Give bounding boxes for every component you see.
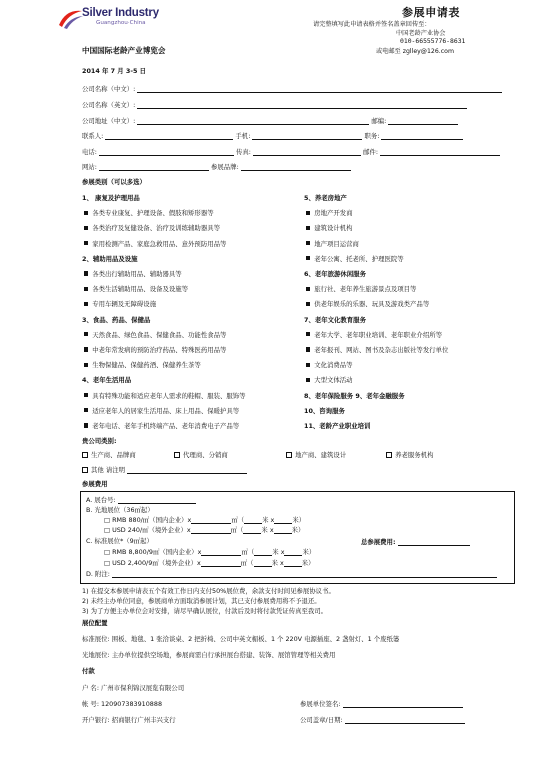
- fax-field[interactable]: [253, 148, 361, 156]
- checkbox-icon[interactable]: [306, 332, 310, 336]
- org-phone: 010-66555776-8631: [400, 37, 466, 45]
- category-item[interactable]: [84, 421, 239, 430]
- checkbox-icon[interactable]: [306, 287, 310, 291]
- note: 2) 未经主办单位同意，参展商单方面取消参展计划，其已支付参展费用将不予退还。: [82, 597, 321, 605]
- remark-label: D. 附注:: [86, 570, 110, 578]
- fee-c2-label: □ USD 2,400/9㎡（境外企业）x: [104, 559, 201, 567]
- category-label: 各类专业康复、护理设备、假肢和矫形器等: [92, 209, 214, 218]
- checkbox-icon[interactable]: [84, 363, 88, 367]
- checkbox[interactable]: [82, 467, 88, 473]
- total-field[interactable]: [398, 538, 470, 546]
- category-heading: [82, 375, 131, 384]
- stamp-field[interactable]: [345, 716, 465, 724]
- checkbox-icon[interactable]: [84, 302, 88, 306]
- booth-no-label: A. 展台号:: [86, 496, 116, 504]
- address-row: [82, 116, 458, 125]
- category-label: 6、老年旅游休闲服务: [304, 270, 366, 278]
- fee-c1-label: □ RMB 8,800/9㎡（国内企业）x: [104, 548, 202, 556]
- fee-c2-width[interactable]: [284, 559, 302, 567]
- config-title: 展位配置: [82, 619, 108, 627]
- fee-title: 参展费用: [82, 480, 108, 488]
- mobile-field[interactable]: [252, 132, 362, 140]
- category-label: 旅行社、老年养生旅游景点及项目等: [314, 285, 417, 294]
- postcode-label: 邮编:: [371, 117, 387, 125]
- unit-label: 米 x: [261, 526, 274, 534]
- checkbox-icon[interactable]: [306, 226, 310, 230]
- category-item[interactable]: [84, 223, 220, 232]
- tel-field[interactable]: [99, 148, 234, 156]
- fee-a-row: [86, 495, 196, 504]
- unit-label: ㎡（: [230, 526, 244, 534]
- category-label: 供老年娱乐的乐器、玩具及游戏类产品等: [314, 300, 430, 309]
- checkbox-icon[interactable]: [306, 378, 310, 382]
- unit-label: ㎡（: [231, 516, 245, 524]
- sign-row: [300, 699, 463, 708]
- unit-label: 米）: [301, 559, 315, 567]
- company-cn-field[interactable]: [137, 85, 502, 93]
- org-email: 或电邮至 zglley@126.com: [376, 48, 454, 55]
- category-heading: [82, 254, 138, 263]
- sign-label: 参展单位签名:: [300, 700, 341, 708]
- category-item[interactable]: [84, 239, 226, 248]
- fax-label: 传真:: [236, 148, 251, 156]
- expo-date: 2014 年 7 月 3-5 日: [82, 67, 147, 75]
- category-label: 各类治疗及复健设备、治疗及训练辅助器具等: [92, 224, 220, 233]
- category-item[interactable]: [84, 284, 188, 293]
- logo-swoosh-icon: [56, 5, 84, 31]
- page-title: 参展申请表: [402, 6, 460, 19]
- option-label: 地产商、建筑设计: [295, 451, 347, 459]
- category-item[interactable]: [306, 360, 353, 369]
- company-cn-row: [82, 84, 502, 93]
- payment-holder-row: [82, 683, 184, 692]
- website-field[interactable]: [99, 163, 209, 171]
- fee-c2-row: [104, 558, 315, 567]
- company-en-row: [82, 100, 467, 109]
- company-type-options: [82, 450, 433, 459]
- booth-no-field[interactable]: [118, 496, 196, 504]
- company-cn-label: 公司名称（中文）:: [82, 85, 136, 93]
- category-label: 老年报刊、网站、图书及杂志出版社等发行单位: [314, 346, 449, 354]
- checkbox-icon[interactable]: [84, 393, 88, 397]
- category-label: 各类生活辅助用品、设备及设施等: [92, 285, 189, 294]
- note: 3) 为了方便主办单位会对安排，请尽早确认展位，付款后及时将付款凭证传真至我司。: [82, 607, 328, 615]
- category-heading: [304, 391, 405, 400]
- company-type-other: [82, 465, 247, 474]
- bank-label: 开户银行:: [82, 716, 110, 724]
- expo-name: 中国国际老龄产业博览会: [82, 46, 166, 55]
- category-heading: [304, 421, 370, 430]
- checkbox[interactable]: [286, 452, 292, 458]
- standard-config-row: [82, 634, 399, 643]
- checkbox-icon[interactable]: [84, 226, 88, 230]
- address-label: 公司地址（中文）:: [82, 117, 136, 125]
- fee-b1-label: □ RMB 880/㎡（国内企业）x: [104, 516, 192, 524]
- category-label: 老年大学、老年职业培训、老年职业介绍所等: [314, 330, 442, 339]
- checkbox[interactable]: [386, 452, 392, 458]
- fee-c1-length[interactable]: [254, 548, 272, 556]
- checkbox[interactable]: [82, 452, 88, 458]
- category-item[interactable]: [84, 360, 201, 369]
- fee-b2-length[interactable]: [243, 526, 261, 534]
- category-heading: [304, 193, 347, 202]
- instruction-text: 请完整填写此申请表格并签名盖章回传至：: [313, 21, 431, 28]
- tel-label: 电话:: [82, 148, 97, 156]
- category-label: 生物保健品、保健药酒、保健养生茶等: [92, 361, 201, 370]
- unit-label: ㎡（: [241, 548, 255, 556]
- fee-c-label: C. 标准展位*（9㎡起）: [86, 537, 153, 545]
- category-item[interactable]: [306, 345, 448, 354]
- category-label: 天然食品、绿色食品、保健食品、功能性食品等: [92, 330, 227, 339]
- contact-label: 联系人:: [82, 132, 104, 140]
- category-title: 参展类别（可以多选）: [82, 178, 146, 186]
- website-label: 网站:: [82, 163, 97, 171]
- raw-config-text: 主办单位提供空场地，参展商需自行承担展台搭建、装饰、展馆管理等相关费用: [111, 651, 336, 659]
- checkbox-icon[interactable]: [84, 211, 88, 215]
- fee-b1-width[interactable]: [274, 516, 292, 524]
- category-label: 中老年常发病的预防治疗药品、特殊医药用品等: [92, 346, 227, 354]
- unit-label: 米 x: [271, 559, 284, 567]
- category-label: 适应老年人的居家生活用品、床上用品、保暖护具等: [92, 406, 240, 415]
- checkbox-icon[interactable]: [306, 211, 310, 215]
- total-label: 总参展费用:: [361, 538, 396, 546]
- sign-field[interactable]: [343, 700, 463, 708]
- postcode-field[interactable]: [388, 117, 458, 125]
- fee-c1-row: [104, 547, 315, 556]
- payment-account-row: [82, 699, 162, 708]
- note: 1) 在提交本参展申请表五个有效工作日内支付50%展位费，余款支付时间见参展协议书。: [82, 587, 335, 595]
- unit-label: ㎡（: [240, 559, 254, 567]
- checkbox-icon[interactable]: [84, 423, 88, 427]
- brand-field[interactable]: [241, 163, 351, 171]
- category-label: 1、 康复及护理用品: [82, 194, 140, 202]
- fee-d-row: [86, 569, 497, 578]
- raw-config-row: [82, 650, 335, 659]
- other-field[interactable]: [127, 466, 247, 474]
- silver-industry-logo: [56, 5, 206, 31]
- category-heading: [304, 269, 366, 278]
- category-heading: [82, 315, 150, 324]
- stamp-row: [300, 715, 465, 724]
- payment-title: 付款: [82, 667, 95, 675]
- remark-field[interactable]: [112, 570, 497, 578]
- fee-b2-area[interactable]: [191, 526, 231, 534]
- checkbox-icon[interactable]: [306, 241, 310, 245]
- fee-b1-row: [104, 515, 305, 524]
- account-label: 帐 号:: [82, 700, 99, 708]
- raw-config-label: 光地展位:: [82, 651, 110, 659]
- bank-value: 招商银行广州丰兴支行: [111, 716, 176, 724]
- tel-row: [82, 147, 500, 156]
- category-label: 具有特殊功能和适应老年人需求的鞋帽、服装、服饰等: [92, 391, 246, 400]
- checkbox-icon[interactable]: [306, 302, 310, 306]
- category-label: 家用检测产品、家庭急救用品、意外预防用品等: [92, 239, 227, 248]
- category-item[interactable]: [306, 330, 442, 339]
- category-item[interactable]: [306, 208, 353, 217]
- fee-b1-area[interactable]: [191, 516, 231, 524]
- category-label: 专用车辆及无障碍设施: [92, 300, 157, 309]
- position-label: 职务:: [364, 132, 380, 140]
- category-item[interactable]: [84, 391, 246, 400]
- checkbox[interactable]: [174, 452, 180, 458]
- checkbox-icon[interactable]: [306, 347, 310, 351]
- fee-b2-row: [104, 525, 304, 534]
- category-item[interactable]: [84, 299, 156, 308]
- checkbox-icon[interactable]: [84, 332, 88, 336]
- org-name: 中国老龄产业协会: [396, 30, 446, 37]
- brand-label: 参展品牌:: [211, 163, 239, 171]
- logo-sub-text: Guangzhou·China: [96, 20, 146, 26]
- category-item[interactable]: [84, 330, 226, 339]
- category-item[interactable]: [84, 345, 226, 354]
- mail-label: 邮件:: [363, 148, 378, 156]
- fee-c1-area[interactable]: [201, 548, 241, 556]
- category-item[interactable]: [306, 239, 359, 248]
- payment-bank-row: [82, 715, 176, 724]
- unit-label: 米）: [302, 548, 316, 556]
- category-label: 4、老年生活用品: [82, 376, 132, 385]
- contact-row: [82, 131, 463, 140]
- checkbox-icon[interactable]: [84, 287, 88, 291]
- fee-c1-width[interactable]: [284, 548, 302, 556]
- fee-b1-length[interactable]: [244, 516, 262, 524]
- category-item[interactable]: [306, 284, 416, 293]
- category-item[interactable]: [84, 208, 214, 217]
- category-item[interactable]: [84, 269, 182, 278]
- company-type-title: 贵公司类别:: [82, 437, 117, 445]
- category-label: 2、辅助用品及设施: [82, 254, 138, 263]
- category-label: 5、养老房地产: [304, 194, 347, 202]
- unit-label: 米）: [292, 516, 306, 524]
- mail-field[interactable]: [380, 148, 500, 156]
- category-label: 房地产开发商: [314, 209, 353, 218]
- category-label: 老年公寓、托老所、护理医院等: [314, 254, 404, 263]
- category-item[interactable]: [306, 223, 353, 232]
- checkbox-icon[interactable]: [306, 363, 310, 367]
- account-value: 120907383910888: [101, 700, 163, 708]
- unit-label: 米）: [291, 526, 305, 534]
- website-row: [82, 162, 351, 171]
- contact-field[interactable]: [105, 132, 233, 140]
- holder-label: 户 名:: [82, 684, 99, 692]
- category-item[interactable]: [84, 406, 239, 415]
- category-label: 3、食品、药品、保健品: [82, 315, 151, 324]
- category-label: 大型文体活动: [314, 376, 353, 385]
- checkbox-icon[interactable]: [84, 347, 88, 351]
- logo-main-text: Silver Industry: [82, 7, 159, 19]
- checkbox-icon[interactable]: [306, 256, 310, 260]
- category-item[interactable]: [306, 299, 429, 308]
- fee-c2-area[interactable]: [201, 559, 241, 567]
- company-en-field[interactable]: [137, 101, 467, 109]
- category-item[interactable]: [306, 375, 353, 384]
- category-label: 8、老年保险服务 9、老年金融服务: [304, 391, 405, 400]
- fee-total-row: [361, 537, 470, 546]
- fee-b2-label: □ USD 240/㎡（境外企业）x: [104, 526, 191, 534]
- fee-c2-length[interactable]: [254, 559, 272, 567]
- fee-b-label: B. 光地展位（36㎡起）: [86, 506, 154, 514]
- checkbox-icon[interactable]: [84, 241, 88, 245]
- category-heading: [82, 193, 140, 202]
- category-label: 各类出行辅助用品、辅助器具等: [92, 270, 182, 278]
- category-heading: [304, 406, 345, 415]
- stamp-label: 公司盖章/日期:: [300, 716, 343, 724]
- position-field[interactable]: [381, 132, 463, 140]
- standard-config-text: 围板、地毯、1 张洽谈桌、2 把折椅、公司中英文楣板、1 个 220V 电源插座、2 盏射灯、1 个废纸篓: [111, 635, 400, 643]
- fee-b2-width[interactable]: [274, 526, 292, 534]
- address-field[interactable]: [137, 117, 369, 125]
- holder-value: 广州市保利锦汉展览有限公司: [101, 684, 185, 692]
- notes-block: [82, 586, 335, 616]
- checkbox-icon[interactable]: [84, 408, 88, 412]
- category-label: 7、老年文化教育服务: [304, 315, 366, 324]
- category-label: 10、咨询服务: [304, 406, 345, 415]
- option-label: 生产商、品牌商: [91, 451, 136, 459]
- other-label: 其他 请注明: [91, 466, 125, 474]
- checkbox-icon[interactable]: [84, 271, 88, 275]
- unit-label: 米 x: [272, 548, 285, 556]
- category-label: 地产项目运营商: [314, 239, 359, 248]
- option-label: 代理商、分销商: [183, 451, 228, 459]
- category-heading: [304, 315, 366, 324]
- company-en-label: 公司名称（英文）:: [82, 101, 136, 109]
- mobile-label: 手机:: [235, 132, 251, 140]
- category-item[interactable]: [306, 254, 404, 263]
- category-label: 文化消费品等: [314, 361, 353, 370]
- standard-config-label: 标准展位:: [82, 635, 110, 643]
- option-label: 养老服务机构: [395, 451, 434, 459]
- category-label: 11、老龄产业职业培训: [304, 422, 371, 430]
- category-label: 建筑设计机构: [314, 224, 353, 233]
- unit-label: 米 x: [262, 516, 275, 524]
- category-label: 老年电话、老年手机终端产品、老年消费电子产品等: [92, 422, 240, 430]
